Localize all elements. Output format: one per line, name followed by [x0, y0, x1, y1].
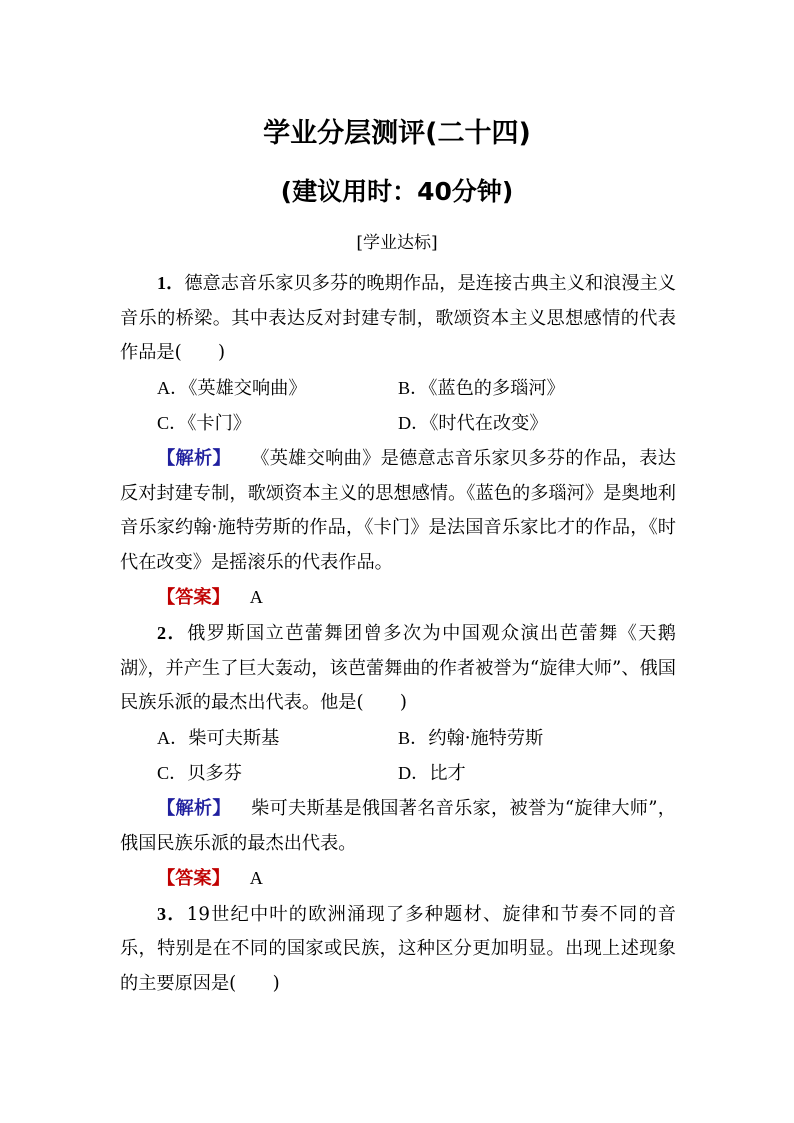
option-b: B．约翰·施特劳斯: [398, 727, 544, 749]
page-title: 学业分层测评(二十四): [263, 118, 531, 149]
suggested-time: (建议用时：40分钟): [280, 177, 514, 206]
analysis-text: 柴可夫斯基是俄国著名音乐家，被誉为“旋律大师”，俄国民族乐派的最杰出代表。: [120, 797, 676, 854]
option-d: D．《时代在改变》: [398, 413, 548, 435]
option-a: A．《英雄交响曲》: [157, 377, 307, 399]
question-number: 2．: [157, 622, 188, 643]
answer-label: 【答案】: [157, 868, 230, 890]
analysis-text: 《英雄交响曲》是德意志音乐家贝多芬的作品，表达反对封建专制，歌颂资本主义的思想感情。《蓝色的多瑙河》是奥地利音乐家约翰·施特劳斯的作品，《卡门》是法国音乐家比才的作品，《时代在改变》是摇滚乐的代表作品。: [120, 447, 676, 573]
questions-body: [120, 266, 676, 1001]
question-number: 1．: [157, 273, 185, 293]
option-d: D．比才: [398, 763, 466, 785]
question-2-stem: [120, 616, 676, 721]
question-3-stem: [120, 897, 676, 1002]
question-text: 19世纪中叶的欧洲涌现了多种题材、旋律和节奏不同的音乐，特别是在不同的国家或民族，这种区分更加明显。出现上述现象的主要原因是( ): [120, 903, 676, 994]
question-1-options-row-2: [120, 406, 676, 442]
option-a: A．柴可夫斯基: [157, 727, 280, 749]
question-text: 德意志音乐家贝多芬的晚期作品，是连接古典主义和浪漫主义音乐的桥梁。其中表达反对封建专制，歌颂资本主义思想感情的代表作品是( ): [120, 273, 676, 364]
question-1-options-row-1: [120, 371, 676, 407]
question-text: 俄罗斯国立芭蕾舞团曾多次为中国观众演出芭蕾舞《天鹅湖》，并产生了巨大轰动，该芭蕾舞曲的作者被誉为“旋律大师”、俄国民族乐派的最杰出代表。他是( ): [120, 622, 676, 714]
question-2-analysis: [120, 792, 676, 861]
question-number: 3．: [157, 903, 187, 924]
option-b: B．《蓝色的多瑙河》: [398, 377, 565, 399]
option-c: C．贝多芬: [157, 763, 242, 785]
section-heading: [学业达标]: [356, 233, 438, 253]
answer-value: A: [249, 868, 263, 889]
question-1-answer: [120, 580, 676, 616]
question-2-options-row-2: [120, 756, 676, 792]
answer-label: 【答案】: [157, 587, 230, 609]
question-1-analysis: [120, 442, 676, 580]
answer-value: A: [249, 587, 263, 608]
question-1-stem: [120, 266, 676, 371]
analysis-label: 【解析】: [157, 447, 231, 469]
analysis-label: 【解析】: [157, 797, 231, 819]
question-2-options-row-1: [120, 721, 676, 757]
option-c: C．《卡门》: [157, 413, 251, 435]
question-2-answer: [120, 861, 676, 897]
